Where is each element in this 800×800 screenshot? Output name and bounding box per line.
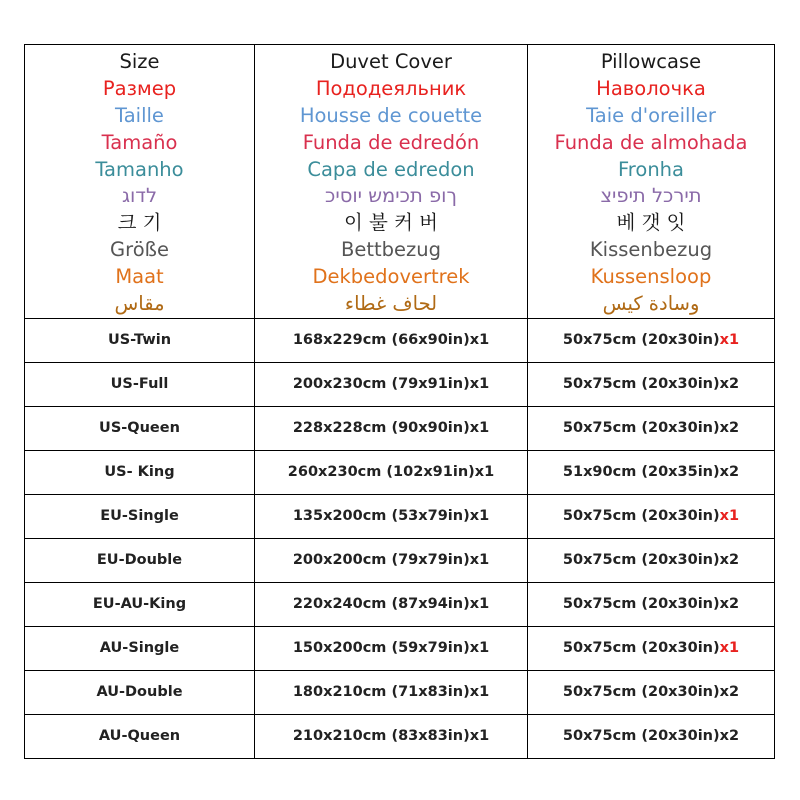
size-cell: EU-Single (25, 494, 255, 538)
size-label-stack (25, 45, 254, 318)
duvet-cover-label-3: Funda de edredón (302, 130, 480, 154)
pillowcase-quantity: x2 (719, 728, 740, 745)
pillowcase-label-7: Kissenbezug (589, 238, 713, 262)
table-row (25, 362, 775, 406)
table-row (25, 670, 775, 714)
pillowcase-dimensions: 50x75cm (20x30in) (562, 420, 720, 437)
size-cell: US- King (25, 450, 255, 494)
duvet-cover-label-4: Capa de edredon (307, 157, 475, 181)
size-label-1: Размер (102, 76, 177, 100)
size-chart-body (25, 45, 775, 759)
pillowcase-cell (528, 626, 775, 670)
duvet-cover-cell: 200x200cm (79x79in)x1 (255, 538, 528, 582)
pillowcase-quantity: x1 (719, 332, 740, 349)
pillowcase-label-4: Fronha (618, 157, 684, 181)
pillowcase-label-5: תירכל תיפיצ (600, 184, 702, 208)
table-row (25, 538, 775, 582)
size-cell: US-Queen (25, 406, 255, 450)
duvet-cover-cell: 228x228cm (90x90in)x1 (255, 406, 528, 450)
pillowcase-dimensions: 50x75cm (20x30in) (562, 640, 720, 657)
pillowcase-quantity: x1 (719, 508, 740, 525)
pillowcase-cell (528, 670, 775, 714)
size-cell: EU-AU-King (25, 582, 255, 626)
size-cell: EU-Double (25, 538, 255, 582)
duvet-cover-label-8: Dekbedovertrek (312, 265, 470, 289)
duvet-cover-label-0: Duvet Cover (330, 50, 452, 73)
duvet-cover-cell: 210x210cm (83x83in)x1 (255, 714, 528, 758)
pillowcase-quantity: x2 (719, 596, 740, 613)
pillowcase-label-9: وسادة كيس (602, 292, 700, 316)
pillowcase-quantity: x2 (719, 552, 740, 569)
duvet-cover-cell: 135x200cm (53x79in)x1 (255, 494, 528, 538)
pillowcase-quantity: x2 (719, 684, 740, 701)
pillowcase-cell (528, 494, 775, 538)
duvet-cover-label-1: Пододеяльник (315, 76, 467, 100)
pillowcase-dimensions: 50x75cm (20x30in) (562, 552, 720, 569)
size-label-4: Tamanho (95, 157, 184, 181)
pillowcase-label-8: Kussensloop (590, 265, 712, 289)
header-cell-pillowcase (528, 45, 775, 319)
table-row (25, 494, 775, 538)
size-label-8: Maat (115, 265, 164, 289)
header-cell-duvet-cover (255, 45, 528, 319)
pillowcase-cell (528, 318, 775, 362)
pillowcase-cell (528, 538, 775, 582)
duvet-cover-label-stack (255, 45, 527, 318)
table-row (25, 626, 775, 670)
table-row (25, 318, 775, 362)
pillowcase-cell (528, 362, 775, 406)
duvet-cover-cell: 168x229cm (66x90in)x1 (255, 318, 528, 362)
duvet-cover-cell: 220x240cm (87x94in)x1 (255, 582, 528, 626)
size-label-0: Size (119, 50, 160, 73)
pillowcase-cell (528, 450, 775, 494)
pillowcase-dimensions: 50x75cm (20x30in) (562, 332, 720, 349)
pillowcase-label-6: 베 갯 잇 (616, 211, 686, 235)
duvet-cover-label-7: Bettbezug (340, 238, 441, 262)
pillowcase-cell (528, 582, 775, 626)
size-label-6: 크 기 (117, 211, 162, 235)
table-row (25, 714, 775, 758)
pillowcase-label-0: Pillowcase (600, 50, 702, 73)
pillowcase-quantity: x2 (719, 420, 740, 437)
size-label-9: مقاس (114, 292, 165, 316)
pillowcase-dimensions: 50x75cm (20x30in) (562, 728, 720, 745)
pillowcase-quantity: x2 (719, 464, 740, 481)
pillowcase-dimensions: 50x75cm (20x30in) (562, 596, 720, 613)
table-row (25, 450, 775, 494)
size-label-5: לדוג (121, 184, 158, 208)
size-label-2: Taille (115, 103, 164, 127)
pillowcase-dimensions: 51x90cm (20x35in) (562, 464, 720, 481)
table-row (25, 406, 775, 450)
table-row (25, 582, 775, 626)
pillowcase-quantity: x1 (719, 640, 740, 657)
duvet-cover-cell: 150x200cm (59x79in)x1 (255, 626, 528, 670)
size-cell: AU-Single (25, 626, 255, 670)
size-cell: US-Twin (25, 318, 255, 362)
size-label-3: Tamaño (101, 130, 178, 154)
duvet-cover-label-9: لحاف غطاء (344, 292, 438, 316)
size-cell: AU-Double (25, 670, 255, 714)
size-cell: US-Full (25, 362, 255, 406)
header-row (25, 45, 775, 319)
duvet-cover-cell: 200x230cm (79x91in)x1 (255, 362, 528, 406)
pillowcase-quantity: x2 (719, 376, 740, 393)
size-chart-table (24, 44, 775, 759)
header-cell-size (25, 45, 255, 319)
size-label-7: Größe (110, 238, 169, 262)
duvet-cover-cell: 260x230cm (102x91in)x1 (255, 450, 528, 494)
duvet-cover-label-6: 이 불 커 버 (344, 211, 438, 235)
pillowcase-dimensions: 50x75cm (20x30in) (562, 684, 720, 701)
pillowcase-label-stack (528, 45, 774, 318)
pillowcase-label-3: Funda de almohada (554, 130, 748, 154)
pillowcase-cell (528, 406, 775, 450)
duvet-cover-cell: 180x210cm (71x83in)x1 (255, 670, 528, 714)
pillowcase-cell (528, 714, 775, 758)
size-cell: AU-Queen (25, 714, 255, 758)
pillowcase-label-2: Taie d'oreiller (586, 103, 716, 127)
pillowcase-label-1: Наволочка (596, 76, 706, 100)
duvet-cover-label-2: Housse de couette (299, 103, 483, 127)
pillowcase-dimensions: 50x75cm (20x30in) (562, 508, 720, 525)
pillowcase-dimensions: 50x75cm (20x30in) (562, 376, 720, 393)
duvet-cover-label-5: ךופ תכימש יוסיכ (325, 184, 457, 208)
